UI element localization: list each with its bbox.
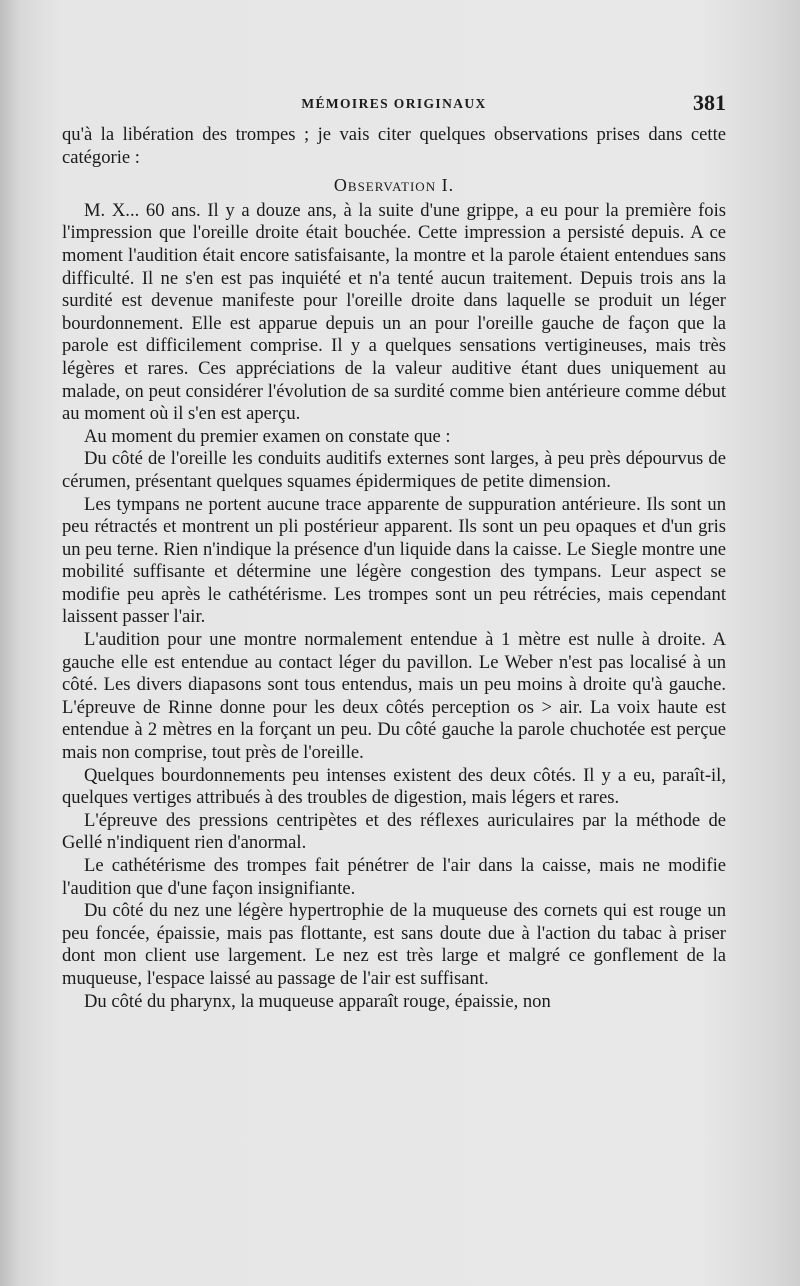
paragraph-tympans: Les tympans ne portent aucune trace apparente de suppuration antérieure. Ils sont un peu rétractés et montrent un pli postérieur apparent. Ils sont un peu opaques et d'un gris un peu terne. Rien n'indique la présence d'un liquide dans la caisse. Le Siegle montre une mobilité suffisante et détermine une légère congestion des tympans. Leur aspect se modifie peu après le cathétérisme. Les trompes sont un peu rétrécies, mais cependant laissent passer l'air.	[62, 493, 726, 628]
page-number: 381	[693, 90, 726, 115]
running-title: MÉMOIRES ORIGINAUX	[301, 96, 487, 111]
paragraph-pharynx: Du côté du pharynx, la muqueuse apparaît rouge, épaissie, non	[84, 990, 551, 1012]
intro-paragraph: qu'à la libération des trompes ; je vais citer quelques observations prises dans cette catégorie :	[62, 124, 726, 168]
paragraph-audition: L'audition pour une montre normalement entendue à 1 mètre est nulle à droite. A gauche elle est entendue au contact léger du pavillon. Le Weber n'est pas localisé à un côté. Les divers diapasons sont tous entendus, mais un peu moins à droite qu'à gauche. L'épreuve de Rinne donne pour les deux côtés perception os > air. La voix haute est entendue à 2 mètres en la forçant un peu. Du côté gauche la parole chuchotée est perçue mais non comprise, tout près de l'oreille.	[62, 629, 726, 764]
paragraph-bourdonnements: Quelques bourdonnements peu intenses existent des deux côtés. Il y a eu, paraît-il, quelques vertiges attribués à des troubles de digestion, mais légers et rares.	[62, 764, 726, 809]
paragraph-pressions: L'épreuve des pressions centripètes et des réflexes auriculaires par la méthode de Gellé n'indiquent rien d'anormal.	[62, 809, 726, 854]
paragraph-first-exam: Au moment du premier examen on constate que :	[84, 425, 451, 447]
paragraph-ear-canals: Du côté de l'oreille les conduits auditifs externes sont larges, à peu près dépourvus de cérumen, présentant quelques squames épidermiques de petite dimension.	[62, 448, 726, 492]
observation-heading: Observation I.	[333, 175, 455, 196]
paragraph-nez: Du côté du nez une légère hypertrophie de la muqueuse des cornets qui est rouge un peu foncée, épaissie, mais pas flottante, est sans doute due à l'action du tabac à priser dont mon client use largement. Le nez est très large et malgré ce gonflement de la muqueuse, l'espace laissé au passage de l'air est suffisant.	[62, 900, 726, 989]
paragraph-catheterisme: Le cathétérisme des trompes fait pénétrer de l'air dans la caisse, mais ne modifie l'audition que d'une façon insignifiante.	[62, 855, 726, 899]
paragraph-case-history: M. X... 60 ans. Il y a douze ans, à la suite d'une grippe, a eu pour la première fois l'impression que l'oreille droite était bouchée. Cette impression a persisté depuis. A ce moment l'audition était encore satisfaisante, la montre et la parole étaient entendues sans difficulté. Il ne s'en est pas inquiété et n'a tenté aucun traitement. Depuis trois ans la surdité est devenue manifeste pour l'oreille droite dans laquelle se produit un léger bourdonnement. Elle est apparue depuis un an pour l'oreille gauche de façon que la parole est difficilement comprise. Il y a quelques sensations vertigineuses, mais très légères et rares. Ces appréciations de la valeur auditive étant dues uniquement au malade, on peut considérer l'évolution de sa surdité comme bien antérieure comme début au moment où il s'en est aperçu.	[62, 199, 726, 425]
page-header	[62, 92, 726, 124]
body-text	[62, 124, 726, 1013]
book-page	[62, 92, 726, 1013]
